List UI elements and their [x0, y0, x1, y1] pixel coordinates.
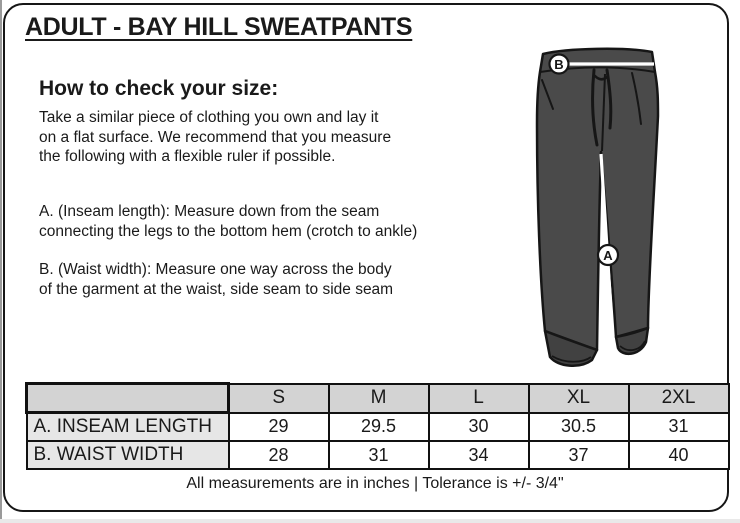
waist-label-letter: B	[554, 57, 564, 72]
table-row-inseam	[27, 413, 729, 442]
row-label-inseam: A. INSEAM LENGTH	[27, 413, 229, 442]
waist-m: 31	[329, 441, 429, 469]
size-table	[25, 382, 730, 470]
howto-heading: How to check your size:	[39, 77, 279, 100]
inseam-note	[39, 202, 417, 241]
waist-note-line: of the garment at the waist, side seam to side seam	[39, 280, 394, 298]
inseam-m: 29.5	[329, 413, 429, 442]
waist-2xl: 40	[629, 441, 729, 469]
inseam-note-line: A. (Inseam length): Measure down from the seam	[39, 203, 380, 220]
screen-edge-bottom	[0, 519, 740, 523]
waist-s: 28	[229, 441, 329, 469]
waist-xl: 37	[529, 441, 629, 469]
intro-line: Take a similar piece of clothing you own and lay it	[39, 109, 379, 126]
header-cell-l: L	[429, 384, 529, 413]
inseam-label-letter: A	[603, 248, 613, 263]
screen-edge-left	[0, 0, 2, 523]
header-cell-xl: XL	[529, 384, 629, 413]
page-title: ADULT - BAY HILL SWEATPANTS	[25, 13, 413, 41]
inseam-l: 30	[429, 413, 529, 442]
waist-l: 34	[429, 441, 529, 469]
intro-line: on a flat surface. We recommend that you measure	[39, 128, 392, 146]
size-chart-card	[3, 3, 729, 512]
tolerance-note: All measurements are in inches | Tolerance is +/- 3/4"	[186, 475, 564, 492]
header-cell-2xl: 2XL	[629, 384, 729, 413]
header-cell-s: S	[229, 384, 329, 413]
inseam-note-line: connecting the legs to the bottom hem (crotch to ankle)	[39, 222, 418, 240]
sweatpants-illustration	[495, 40, 685, 380]
header-cell-m: M	[329, 384, 429, 413]
intro-line: the following with a flexible ruler if possible.	[39, 148, 336, 165]
inseam-s: 29	[229, 413, 329, 442]
row-label-waist: B. WAIST WIDTH	[27, 441, 229, 469]
pants-body	[537, 49, 658, 350]
header-cell-empty	[27, 384, 229, 413]
waist-note	[39, 260, 393, 299]
inseam-xl: 30.5	[529, 413, 629, 442]
table-row-waist	[27, 441, 729, 469]
waist-note-line: B. (Waist width): Measure one way across the body	[39, 261, 392, 278]
size-table-header-row	[27, 384, 729, 413]
inseam-2xl: 31	[629, 413, 729, 442]
intro-paragraph	[39, 108, 391, 167]
